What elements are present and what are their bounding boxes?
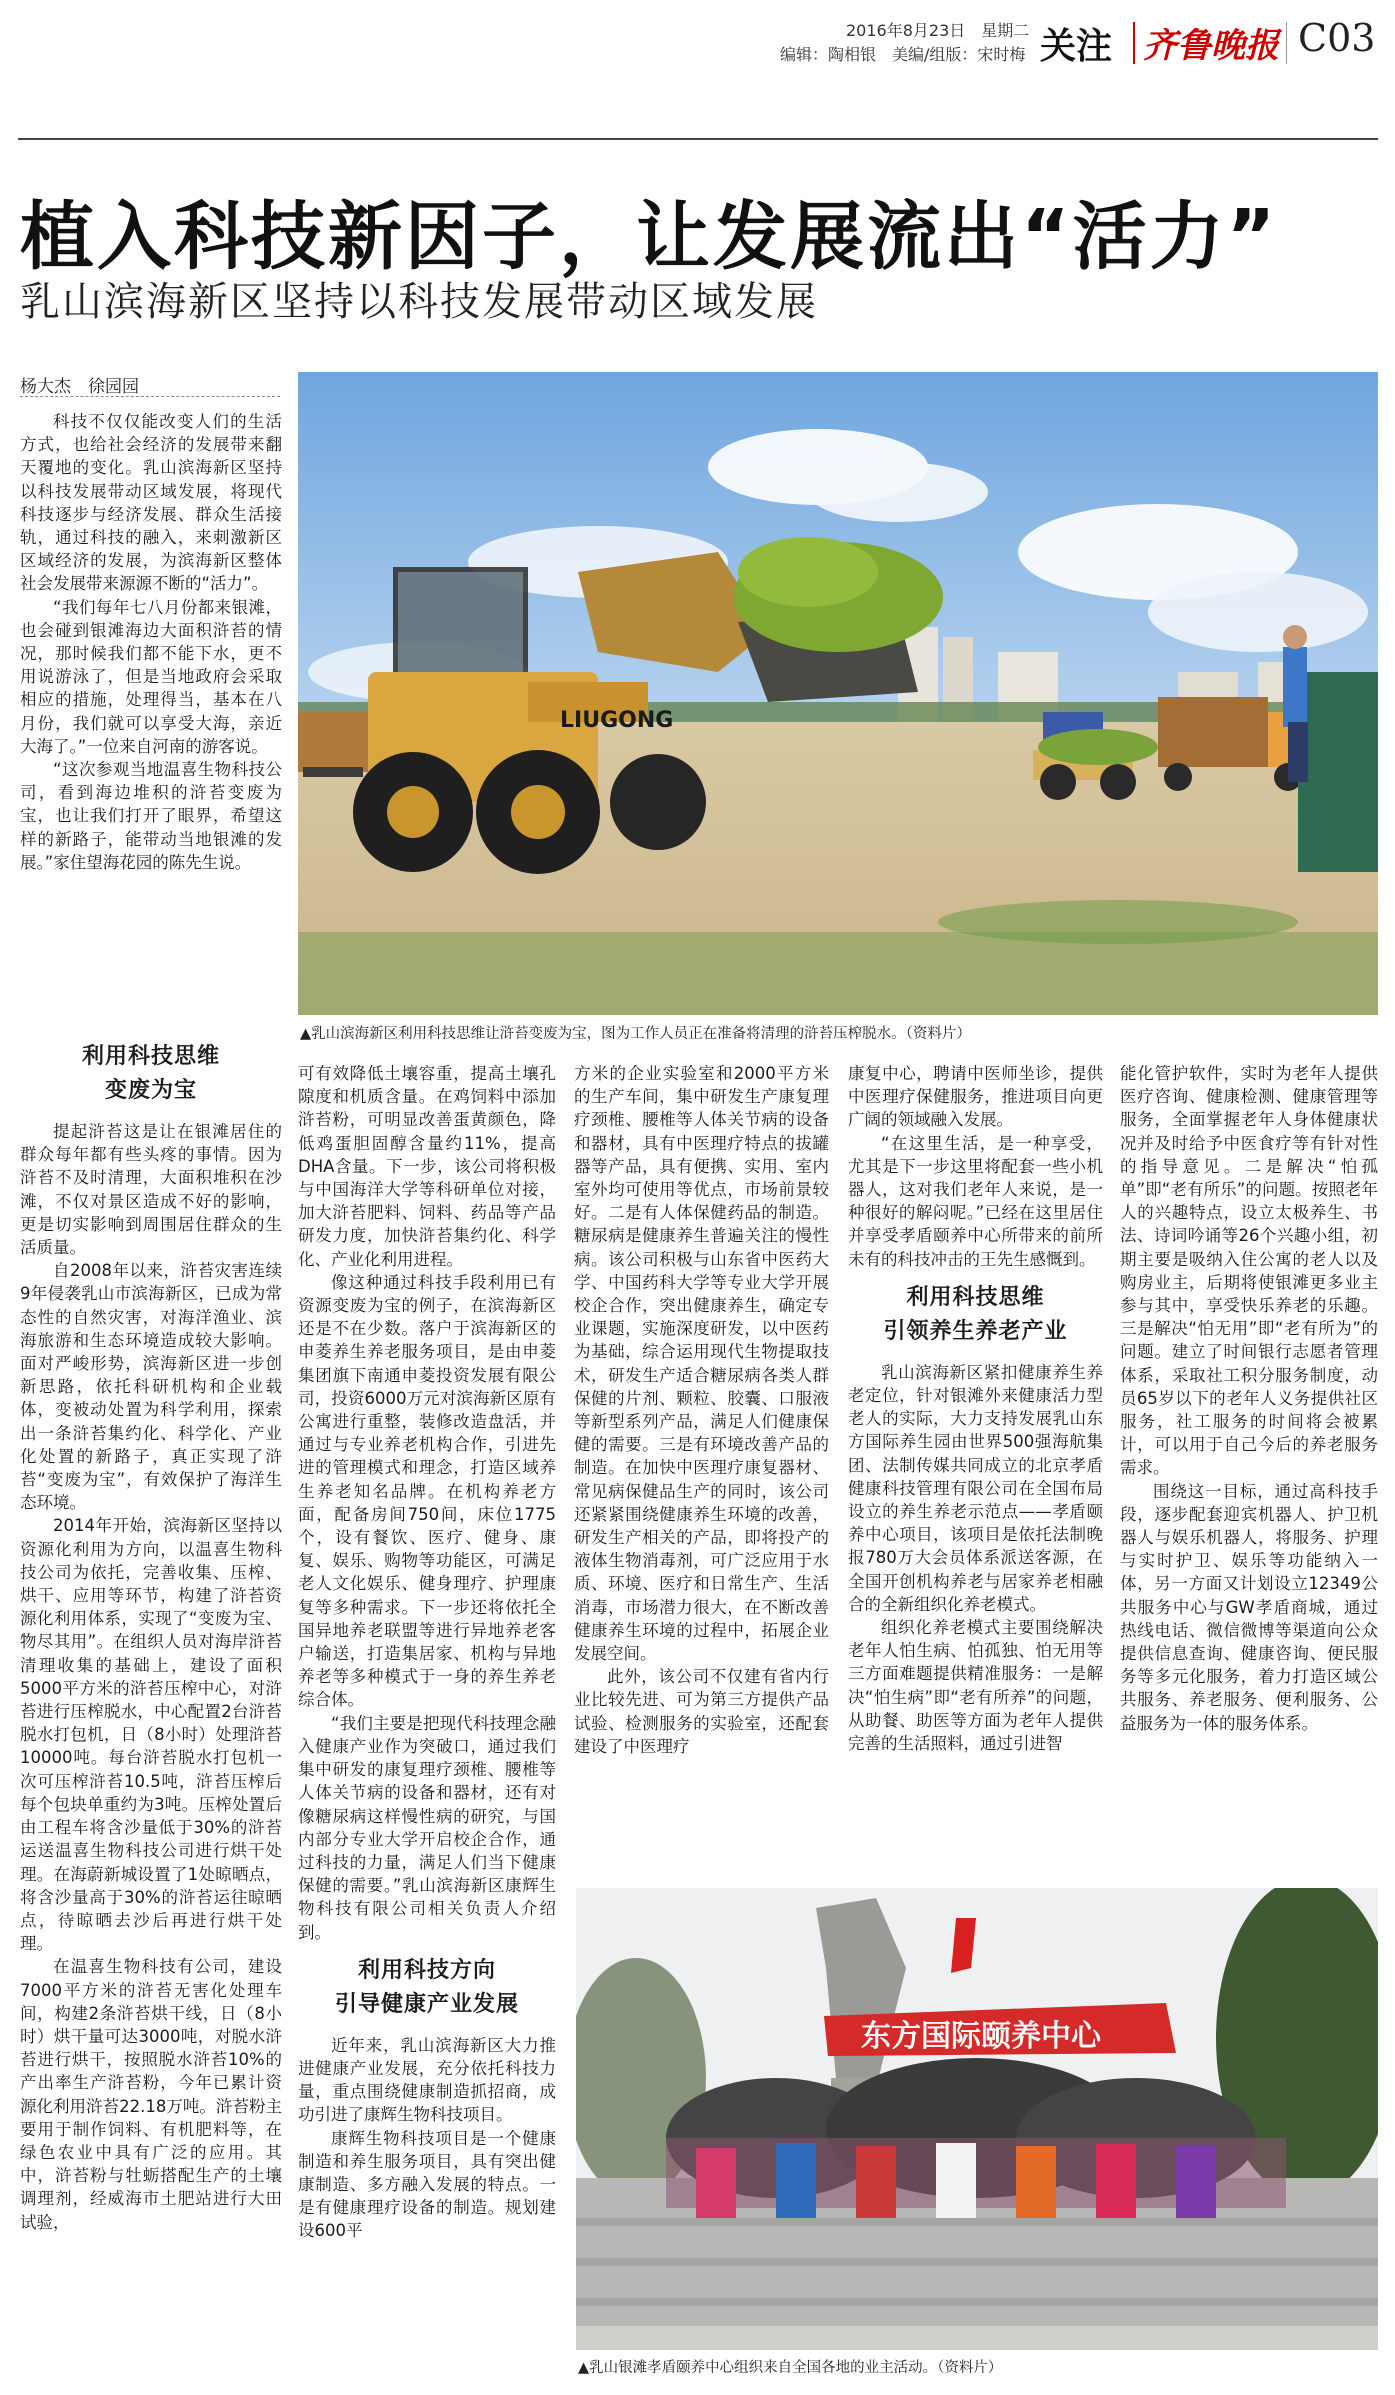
article-column-3 xyxy=(574,1062,829,1758)
issue-date: 2016年8月23日 星期二 xyxy=(846,21,1030,40)
paragraph: 像这种通过科技手段利用已有资源变废为宝的例子，在滨海新区还是不在少数。落户于滨海新区的申菱养生养老服务项目，是由申菱集团旗下南通申菱投资发展有限公司，投资6000万元对滨海新区原有公寓进行重整，装修改造盘活，并通过与专业养老机构合作，引进先进的管理模式和理念，打造区域养生养老知名品牌。在机构养老方面，配备房间750间，床位1775个，设有餐饮、医疗、健身、康复、娱乐、购物等功能区，可满足老人文化娱乐、健身理疗、护理康复等多种需求。下一步还将依托全国异地养老联盟等进行异地养老客户输送，打造集居家、机构与异地养老等多种模式于一身的养生养老综合体。 xyxy=(298,1272,556,1710)
subheadline: 乳山滨海新区坚持以科技发展带动区域发展 xyxy=(20,279,818,325)
section-name: 关注 xyxy=(1040,26,1113,67)
article-column-4 xyxy=(848,1062,1103,1755)
paragraph: “在这里生活，是一种享受，尤其是下一步这里将配套一些小机器人，这对我们老年人来说，是一种很好的解闷呢。”已经在这里居住并享受孝盾颐养中心所带来的前所未有的科技冲击的王先生感慨到。 xyxy=(848,1133,1103,1269)
photo-caption: ▲乳山滨海新区利用科技思维让浒苔变废为宝，图为工作人员正在准备将清理的浒苔压榨脱水。（资料片） xyxy=(300,1026,971,1042)
paragraph: 在温喜生物科技有公司，建设7000平方米的浒苔无害化处理车间，构建2条浒苔烘干线，日（8小时）烘干量可达3000吨，对脱水浒苔进行烘干，按照脱水浒苔10%的产出率生产浒苔粉，今年已累计资源化利用浒苔22.18万吨。浒苔粉主要用于制作饲料、有机肥料等，在绿色农业中具有广泛的应用。其中，浒苔粉与牡蛎搭配生产的土壤调理剂，经威海市土肥站进行大田试验， xyxy=(20,1957,282,2232)
photo-seaweed-loader xyxy=(298,372,1378,1015)
masthead-divider xyxy=(1133,22,1135,64)
section-heading: 利用科技思维 引领养生养老产业 xyxy=(883,1284,1068,1344)
editor-credit: 编辑：陶相银 美编/组版：宋时梅 xyxy=(780,45,1026,64)
paragraph: 围绕这一目标，通过高科技手段，逐步配套迎宾机器人、护卫机器人与娱乐机器人，将服务、护理与实时护卫、娱乐等功能纳入一体，另一方面又计划设立12349公共服务中心与GW孝盾商城，通过热线电话、微信微博等渠道向公众提供信息查询、健康咨询、便民服务等多元化服务，着力打造区域公共服务、养老服务、便利服务、公益服务为一体的服务体系。 xyxy=(1120,1481,1378,1733)
paragraph: “这次参观当地温喜生物科技公司，看到海边堆积的浒苔变废为宝，也让我们打开了眼界，希望这样的新路子，能带动当地银滩的发展。”家住望海花园的陈先生说。 xyxy=(20,760,282,872)
paragraph: 自2008年以来，浒苔灾害连续9年侵袭乳山市滨海新区，已成为常态性的自然灾害，对海洋渔业、滨海旅游和生态环境造成较大影响。面对严峻形势，滨海新区进一步创新思路，依托科研机构和企业载体，变被动处置为科学利用，探索出一条浒苔集约化、科学化、产业化处置的新路子，真正实现了浒苔“变废为宝”，有效保护了海洋生态环境。 xyxy=(20,1261,282,1513)
paragraph: 方米的企业实验室和2000平方米的生产车间，集中研发生产康复理疗颈椎、腰椎等人体关节病的设备和器材，具有中医理疗特点的拔罐器等产品，具有便携、实用、室内室外均可使用等优点，市场前景较好。二是有人体保健药品的制造。糖尿病是健康养生普遍关注的慢性病。该公司积极与山东省中医药大学、中国药科大学等专业大学开展校企合作，突出健康养生，确定专业课题，实施深度研发，以中医药为基础，综合运用现代生物提取技术，研发生产适合糖尿病各类人群保健的片剂、颗粒、胶囊、口服液等新型系列产品，满足人们健康保健的需要。三是有环境改善产品的制造。在加快中医理疗康复器材、常见病保健品生产的同时，该公司还紧紧围绕健康养生环境的改善，研发生产相关的产品，即将投产的液体生物消毒剂，可广泛应用于水质、环境、医疗和日常生产、生活消毒，市场潜力很大，在不断改善健康养生环境的过程中，拓展企业发展空间。 xyxy=(574,1064,829,1664)
intro-column xyxy=(20,410,282,874)
paragraph: 近年来，乳山滨海新区大力推进健康产业发展，充分依托科技力量，重点围绕健康制造抓招商，成功引进了康辉生物科技项目。 xyxy=(298,2035,556,2125)
byline: 杨大杰 徐园园 xyxy=(20,377,139,397)
section-heading: 利用科技思维 变废为宝 xyxy=(81,1044,220,1103)
page-number: C03 xyxy=(1298,16,1376,60)
paragraph: 康复中心，聘请中医师坐诊，提供中医理疗保健服务，推进项目向更广阔的领域融入发展。 xyxy=(848,1064,1103,1130)
article-column-1 xyxy=(20,1030,282,2234)
header-rule xyxy=(18,138,1378,140)
paragraph: 2014年开始，滨海新区坚持以资源化利用为方向，以温喜生物科技公司为依托，完善收集、压榨、烘干、应用等环节，构建了浒苔资源化利用体系，实现了“变废为宝、物尽其用”。在组织人员对海岸浒苔清理收集的基础上，建设了面积5000平方米的浒苔压榨中心，对浒苔进行压榨脱水，中心配置2台浒苔脱水打包机，日（8小时）处理浒苔10000吨。每台浒苔脱水打包机一次可压榨浒苔10.5吨，浒苔压榨后每个包块单重约为3吨。压榨处置后由工程车将含沙量低于30%的浒苔运送温喜生物科技公司进行烘干处理。在海蔚新城设置了1处晾晒点，将含沙量高于30%的浒苔运往晾晒点，待晾晒去沙后再进行烘干处理。 xyxy=(20,1516,282,1954)
paragraph: “我们每年七八月份都来银滩，也会碰到银滩海边大面积浒苔的情况，那时候我们都不能下水，更不用说游泳了，但是当地政府会采取相应的措施，处理得当，基本在八月份，我们就可以享受大海，亲近大海了。”一位来自河南的游客说。 xyxy=(20,597,282,756)
article-column-5 xyxy=(1120,1062,1378,1735)
paragraph: 此外，该公司不仅建有省内行业比较先进、可为第三方提供产品试验、检测服务的实验室，还配套建设了中医理疗 xyxy=(574,1667,829,1756)
paragraph: 乳山滨海新区紧扣健康养生养老定位，针对银滩外来健康活力型老人的实际，大力支持发展乳山东方国际养生园由世界500强海航集团、法制传媒共同成立的北京孝盾健康科技管理有限公司在全国布局设立的养生养老示范点——孝盾颐养中心项目，该项目是依托法制晚报780万大会员体系派送客源，在全国开创机构养老与居家养老相融合的全新组织化养老模式。 xyxy=(848,1362,1103,1614)
loader-brand: LIUGONG xyxy=(560,708,674,733)
masthead-divider xyxy=(1286,22,1287,64)
masthead xyxy=(0,0,1395,80)
paragraph: “我们主要是把现代科技理念融入健康产业作为突破口，通过我们集中研发的康复理疗颈椎、腰椎等人体关节病的设备和器材，还有对像糖尿病这样慢性病的研究，与国内部分专业大学开启校企合作，通过科技的力量，满足人们当下健康保健的需要。”乳山滨海新区康辉生物科技有限公司相关负责人介绍到。 xyxy=(298,1713,556,1942)
byline-rule xyxy=(20,396,280,397)
photo-caption: ▲乳山银滩孝盾颐养中心组织来自全国各地的业主活动。（资料片） xyxy=(578,2360,1003,2376)
paragraph: 科技不仅仅能改变人们的生活方式，也给社会经济的发展带来翻天覆地的变化。乳山滨海新区坚持以科技发展带动区域发展，将现代科技逐步与经济发展、群众生活接轨，通过科技的融入，来刺激新区区域经济的发展，为滨海新区整体社会发展带来源源不断的“活力”。 xyxy=(20,412,282,594)
article-column-2 xyxy=(298,1062,556,2243)
paragraph: 组织化养老模式主要围绕解决老年人怕生病、怕孤独、怕无用等三方面难题提供精准服务：一是解决“怕生病”即“老有所养”的问题，从助餐、助医等方面为老年人提供完善的生活照料，通过引进智 xyxy=(848,1618,1103,1754)
paragraph: 康辉生物科技项目是一个健康制造和养生服务项目，具有突出健康制造、多方融入发展的特点。一是有健康理疗设备的制造。规划建设600平 xyxy=(298,2128,556,2241)
banner-text: 东方国际颐养中心 xyxy=(861,2019,1101,2054)
headline: 植入科技新因子，让发展流出“活力” xyxy=(20,194,1279,280)
paragraph: 能化管护软件，实时为老年人提供医疗咨询、健康检测、健康管理等服务，全面掌握老年人身体健康状况并及时给予中医食疗等有针对性的指导意见。二是解决“怕孤单”即“老有所乐”的问题。按照老年人的兴趣特点，设立太极养生、书法、诗词吟诵等26个兴趣小组，初期主要是吸纳入住公寓的老人以及购房业主，后期将使银滩更多业主参与其中，享受快乐养老的乐趣。三是解决“怕无用”即“老有所为”的问题。建立了时间银行志愿者管理体系，采取社工积分服务制度，动员65岁以下的老年人义务提供社区服务，社工服务的时间将会被累计，可以用于自己今后的养老服务需求。 xyxy=(1120,1064,1378,1478)
paragraph: 提起浒苔这是让在银滩居住的群众每年都有些头疼的事情。因为浒苔不及时清理，大面积堆积在沙滩，不仅对景区造成不好的影响，更是切实影响到周围居住群众的生活质量。 xyxy=(20,1122,282,1258)
paragraph: 可有效降低土壤容重，提高土壤孔隙度和机质含量。在鸡饲料中添加浒苔粉，可明显改善蛋黄颜色，降低鸡蛋胆固醇含量约11%，提高DHA含量。下一步，该公司将积极与中国海洋大学等科研单位对接，加大浒苔肥料、饲料、药品等产品研发力度，加快浒苔集约化、科学化、产业化利用进程。 xyxy=(298,1064,556,1269)
photo-group-activity xyxy=(576,1888,1378,2350)
newspaper-logo: 齐鲁晚报 xyxy=(1143,26,1279,66)
section-heading: 利用科技方向 引导健康产业发展 xyxy=(334,1957,519,2017)
